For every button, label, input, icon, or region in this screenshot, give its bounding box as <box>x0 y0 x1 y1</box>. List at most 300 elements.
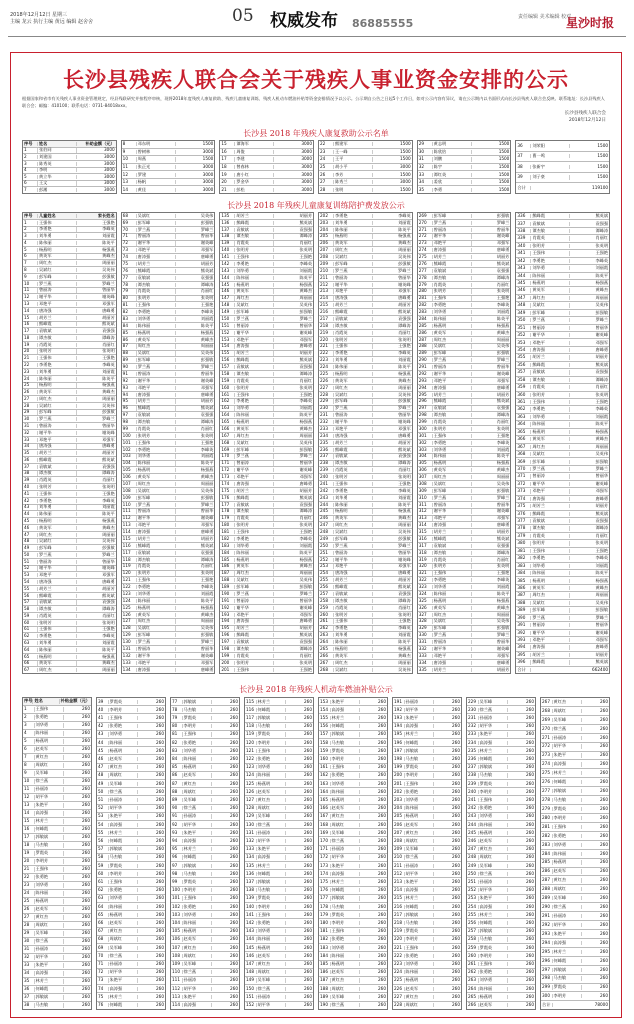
table-row <box>516 173 609 184</box>
table-row <box>23 842 91 850</box>
table-cell: 67 <box>97 929 109 933</box>
table-cell: 260 <box>304 714 312 720</box>
table-cell: 216 <box>319 310 334 314</box>
table-row <box>245 903 313 911</box>
table-cell: 胡丽芳 <box>595 651 609 657</box>
table-cell: 189 <box>220 585 235 589</box>
table-row <box>319 156 412 164</box>
table-row <box>23 181 116 188</box>
table-cell: 张勇艳 <box>109 724 138 728</box>
table-cell: 336 <box>516 214 531 218</box>
table-cell: 374 <box>516 497 531 501</box>
table-row <box>122 330 215 337</box>
table-cell: 55 <box>23 587 38 591</box>
table-row <box>319 316 412 323</box>
table-cell: 25 <box>23 383 38 387</box>
table-cell: 108 <box>122 489 137 493</box>
table-cell: 289 <box>541 896 553 900</box>
table-cell: 134 <box>122 668 137 672</box>
table-cell: 邓艳平 <box>235 613 274 617</box>
table-cell: 260 <box>304 739 312 745</box>
table-cell: 彭强敏 <box>398 260 411 266</box>
table-cell: 罗峰兰 <box>496 494 510 500</box>
table-cell: 147 <box>220 296 235 300</box>
table-cell: 299 <box>418 420 433 424</box>
table-cell: 序号 <box>24 698 33 704</box>
table-cell: 袁强强 <box>102 599 115 605</box>
table-cell: 吴军峰 <box>553 896 582 900</box>
table-cell: 张明芳 <box>137 434 176 438</box>
table-cell: 赵英军 <box>109 757 138 761</box>
table-cell: 120 <box>245 741 257 745</box>
table-cell: 260 <box>526 788 534 794</box>
table-row <box>393 739 461 747</box>
table-cell: 肖霞英 <box>235 241 274 245</box>
table-row <box>393 772 461 780</box>
table-cell: 192 <box>220 606 235 610</box>
table-cell: 张勇艳 <box>183 905 212 909</box>
table-row <box>541 894 609 903</box>
table-cell: 陈英平 <box>496 590 510 596</box>
table-cell: 谢英峰 <box>299 329 313 335</box>
table-cell: 唐涛强 <box>38 309 77 313</box>
table-cell: 347 <box>516 296 531 300</box>
table-cell: 罗兰燕 <box>334 544 373 548</box>
table-cell: 陈欣怡 <box>433 150 472 154</box>
table-cell: 233 <box>467 732 479 736</box>
table-cell: 赵英军 <box>405 823 434 827</box>
table-row <box>23 874 91 882</box>
table-cell: 260 <box>526 772 534 778</box>
table-cell: 肖霞英 <box>235 654 274 658</box>
table-row <box>245 747 313 755</box>
table-cell: 15 <box>23 819 35 823</box>
table-cell: 胡平华 <box>35 955 64 959</box>
table-row <box>319 961 387 969</box>
table-row <box>23 746 91 754</box>
table-cell: 98 <box>171 872 183 876</box>
table-row <box>245 764 313 772</box>
table-cell: 260 <box>156 928 164 934</box>
table-row <box>541 912 609 921</box>
table-row <box>393 837 461 845</box>
table-cell: 285 <box>541 860 553 864</box>
table-row <box>516 458 609 465</box>
table-row <box>220 605 313 612</box>
table-row <box>220 667 313 673</box>
table-cell: 85 <box>171 765 183 769</box>
table-row <box>245 796 313 804</box>
table-cell: 21 <box>23 867 35 871</box>
table-cell: 刘华勇 <box>257 929 286 933</box>
table-cell: 胡平华 <box>109 970 138 974</box>
table-row <box>541 868 609 877</box>
table-cell: 260 <box>304 805 312 811</box>
table-cell: 周斌红 <box>109 937 138 941</box>
table-row <box>220 426 313 433</box>
table-row <box>418 275 511 282</box>
table-cell: 260 <box>82 858 90 864</box>
table-cell: 陈英平 <box>102 239 115 245</box>
table-cell: 260 <box>452 829 460 835</box>
table-cell: 孙丽涛 <box>553 736 582 740</box>
table-cell: 260 <box>452 878 460 884</box>
table-cell: 158 <box>220 372 235 376</box>
table-cell: 126 <box>245 790 257 794</box>
table-cell: 胡芳兰 <box>334 441 373 445</box>
table-row <box>393 936 461 944</box>
table-cell: 170 <box>319 839 331 843</box>
table-cell: 朱艳平 <box>479 732 508 736</box>
table-cell: 吴军峰 <box>183 798 212 802</box>
table-cell: 173 <box>220 475 235 479</box>
table-row <box>418 316 511 323</box>
table-cell: 6 <box>23 747 35 751</box>
table-cell: 260 <box>378 772 386 778</box>
table-cell: 谢平华 <box>433 234 472 238</box>
table-cell: 260 <box>600 904 608 910</box>
table-cell: 罗兰燕 <box>433 633 472 637</box>
table-cell: 43 <box>23 505 38 509</box>
table-cell: 熊英斌 <box>200 267 214 273</box>
table-cell: 胡芳兰 <box>531 355 570 359</box>
table-row <box>467 854 535 862</box>
table-cell: 173 <box>319 864 331 868</box>
table-cell: 260 <box>230 862 238 868</box>
table-cell: 彭军峰 <box>137 496 176 500</box>
table-row <box>319 179 412 187</box>
table-row <box>516 451 609 458</box>
table-cell: 260 <box>600 707 608 713</box>
table-cell: 熊英斌 <box>200 405 214 411</box>
table-cell: 260 <box>156 854 164 860</box>
table-cell: 周丽丽 <box>299 432 313 438</box>
table-cell: 周斌红 <box>331 987 360 991</box>
table-cell: 260 <box>82 818 90 824</box>
table-row <box>541 957 609 966</box>
table-cell: 胡小平 <box>334 165 373 169</box>
table-cell: 周斌红 <box>183 790 212 794</box>
table-cell: 205 <box>319 234 334 238</box>
table-cell: 胡平华 <box>479 724 508 728</box>
table-cell: 马杰敏 <box>553 798 582 802</box>
table-cell: 223 <box>393 962 405 966</box>
table-row <box>393 870 461 878</box>
table-cell: 罗峰兰 <box>299 315 313 321</box>
table-cell: 281 <box>418 296 433 300</box>
table-cell: 肖霞英 <box>433 420 472 424</box>
table-row <box>418 536 511 543</box>
table-cell: 徐兰燕 <box>405 855 434 859</box>
table-row <box>171 723 239 731</box>
table-row <box>319 788 387 796</box>
table-row <box>23 882 91 890</box>
table-cell: 260 <box>82 922 90 928</box>
table-cell: 3000 <box>104 153 115 159</box>
table-row <box>171 977 239 985</box>
table-cell: 260 <box>526 846 534 852</box>
table-cell: 曾丽华 <box>595 622 609 628</box>
table-cell: 356 <box>516 363 531 367</box>
table-cell: 103 <box>122 454 137 458</box>
table-cell: 徐兰燕 <box>183 806 212 810</box>
table-cell: 260 <box>600 948 608 954</box>
table-cell: 谭杰敏 <box>334 461 373 465</box>
table-cell: 260 <box>304 755 312 761</box>
table-cell: 260 <box>526 878 534 884</box>
table-cell: 381 <box>516 549 531 553</box>
table-cell: 张明芳 <box>433 427 472 431</box>
table-cell: 黄英军 <box>433 606 472 610</box>
table-cell: 胡芳兰 <box>137 537 176 541</box>
table-cell: 248 <box>319 530 334 534</box>
table-cell: 郭敏斌 <box>35 835 64 839</box>
table-cell: 3000 <box>301 141 313 147</box>
table-cell: 李明芳 <box>183 888 212 892</box>
table-row <box>467 878 535 886</box>
table-row <box>245 821 313 829</box>
table-cell: 258 <box>467 937 479 941</box>
table-cell: 彭军峰 <box>38 546 77 550</box>
table-cell: 139 <box>245 896 257 900</box>
table-cell: 355 <box>516 355 531 359</box>
table-row <box>418 186 511 193</box>
table-cell: 陈英平 <box>595 570 609 576</box>
table-cell: 刘丽霞 <box>496 584 510 590</box>
table-row <box>467 788 535 796</box>
table-cell: 李勇艳 <box>531 556 570 560</box>
table-cell: 260 <box>452 887 460 893</box>
table-row <box>245 739 313 747</box>
table-cell: 黄峰杰 <box>299 425 313 431</box>
table-cell: 215 <box>319 303 334 307</box>
table-cell: 260 <box>230 739 238 745</box>
table-cell: 286 <box>541 869 553 873</box>
table-cell: 260 <box>156 805 164 811</box>
table-header-row <box>23 141 116 148</box>
table-column <box>318 212 413 674</box>
table-row <box>541 992 609 1001</box>
table-cell: 张勇艳 <box>405 954 434 958</box>
table-row <box>467 887 535 895</box>
table-cell: 黄红杰 <box>109 765 138 769</box>
table-row <box>245 977 313 985</box>
table-cell: 郭敏斌 <box>331 732 360 736</box>
table-cell: 47 <box>97 765 109 769</box>
table-row <box>245 788 313 796</box>
table-cell: 谭杰敏 <box>531 378 570 382</box>
table-cell: 吴斌红 <box>433 344 472 348</box>
table-cell: 胡芳兰 <box>334 303 373 307</box>
table-cell: 63 <box>97 896 109 900</box>
table-cell: 325 <box>418 599 433 603</box>
table-cell: 344 <box>516 274 531 278</box>
table-row <box>97 952 165 960</box>
table-cell: 260 <box>82 826 90 832</box>
table-cell: 246 <box>467 839 479 843</box>
table-row <box>97 887 165 895</box>
table-cell: 78 <box>171 708 183 712</box>
table-row <box>23 274 116 281</box>
table-cell: 128 <box>122 626 137 630</box>
table-cell: 202 <box>319 214 334 218</box>
table-cell: 112 <box>122 516 137 520</box>
table-cell: 陈英平 <box>102 511 115 517</box>
table-cell: 黄峰杰 <box>595 287 609 293</box>
table-cell: 吴军峰 <box>109 946 138 950</box>
table-cell: 吴军峰 <box>479 864 508 868</box>
table-row <box>319 837 387 845</box>
table-cell: 刘华勇 <box>433 448 472 452</box>
table-row <box>220 536 313 543</box>
table-cell: 260 <box>82 994 90 1000</box>
table-cell: 176 <box>319 888 331 892</box>
table-row <box>171 993 239 1001</box>
table-cell: 黄红杰 <box>109 929 138 933</box>
table-cell: 陈英平 <box>496 453 510 459</box>
table-cell: 肖丽红 <box>299 377 313 383</box>
table-cell: 邓强军 <box>595 339 609 345</box>
table-cell: 260 <box>82 970 90 976</box>
table-cell: 陈伟丽 <box>531 422 570 426</box>
table-cell: 袁敏斌 <box>334 317 373 321</box>
table-cell: 36 <box>516 144 531 148</box>
table-cell: 高涛强 <box>183 839 212 843</box>
table-row <box>97 936 165 944</box>
table-cell: 2 <box>23 155 38 159</box>
table-cell: 260 <box>230 755 238 761</box>
table-cell: 260 <box>600 877 608 883</box>
table-cell: 255 <box>319 578 334 582</box>
table-cell: 260 <box>156 993 164 999</box>
table-row <box>245 854 313 862</box>
table-row <box>171 698 239 706</box>
table-cell: 刘华勇 <box>109 896 138 900</box>
table-cell: 罗峰兰 <box>102 416 115 422</box>
table-cell: 陈伟丽 <box>531 274 570 278</box>
table-row <box>23 362 116 369</box>
table-cell: 杨燕明 <box>479 831 508 835</box>
table-cell: 王强艳 <box>496 432 510 438</box>
table-cell: 袁强强 <box>299 639 313 645</box>
table-cell: 张勇艳 <box>257 921 286 925</box>
table-cell: 熊峰霞 <box>334 310 373 314</box>
table-cell: 周红杰 <box>235 296 274 300</box>
table-row <box>97 698 165 706</box>
table-cell: 林芳兰 <box>553 950 582 954</box>
table-cell: 黄峰杰 <box>496 467 510 473</box>
table-cell: 372 <box>516 482 531 486</box>
table-cell: 260 <box>452 723 460 729</box>
table-cell: 260 <box>378 969 386 975</box>
table-cell: 曾丽涛 <box>235 324 274 328</box>
table-row <box>541 939 609 948</box>
table-cell: 李峰英 <box>200 584 214 590</box>
table-cell: 153 <box>319 700 331 704</box>
table-cell: 256 <box>319 585 334 589</box>
table-cell: 谭峰涛 <box>102 334 115 340</box>
table-cell: 3000 <box>202 186 214 192</box>
table-cell: 188 <box>319 987 331 991</box>
table-header-row <box>23 698 91 706</box>
table-cell: 郭敏斌 <box>257 716 286 720</box>
table-cell: 388 <box>516 601 531 605</box>
table-row <box>393 952 461 960</box>
table-cell: 李峰英 <box>595 406 609 412</box>
table-cell: 刘华勇 <box>35 723 64 727</box>
table-cell: 徐兰燕 <box>479 708 508 712</box>
table-cell: 260 <box>378 796 386 802</box>
table-row <box>516 220 609 227</box>
table-cell: 胡丽芳 <box>398 302 411 308</box>
table-cell: 王强艳 <box>398 618 411 624</box>
table-cell: 唐涛强 <box>433 386 472 390</box>
table-cell: 289 <box>418 351 433 355</box>
table-cell: 212 <box>319 283 334 287</box>
table-cell: 260 <box>452 895 460 901</box>
table-cell: 148 <box>220 303 235 307</box>
table-cell: 260 <box>526 993 534 999</box>
table-cell: 陈伟丽 <box>331 790 360 794</box>
table-cell: 朱艳平 <box>35 803 64 807</box>
table-cell: 197 <box>220 640 235 644</box>
table-cell: 刘丽霞 <box>299 405 313 411</box>
table-cell: 8 <box>23 763 35 767</box>
table-cell: 胡丽芳 <box>102 314 115 320</box>
table-cell: 48 <box>97 773 109 777</box>
table-cell: 260 <box>526 698 534 704</box>
table-cell: 204 <box>393 806 405 810</box>
table-row <box>319 371 412 378</box>
table-cell: 曹一鸣 <box>531 154 570 158</box>
table-column <box>392 697 462 1010</box>
table-row <box>541 716 609 725</box>
table-cell: 333 <box>418 654 433 658</box>
table-cell: 257 <box>467 929 479 933</box>
table-cell: 271 <box>541 736 553 740</box>
table-row <box>541 778 609 787</box>
table-cell: 171 <box>220 461 235 465</box>
table-cell: 93 <box>171 831 183 835</box>
table-row <box>319 440 412 447</box>
table-cell: 罗兰燕 <box>137 365 176 369</box>
table-cell: 86 <box>171 773 183 777</box>
table-cell: 熊峰霞 <box>38 458 77 462</box>
table-cell: 王强伟 <box>235 530 274 534</box>
table-cell: 27 <box>23 397 38 401</box>
table-row <box>23 946 91 954</box>
table-cell: 熊英斌 <box>595 659 609 665</box>
table-cell: 孙丽涛 <box>479 716 508 720</box>
table-row <box>516 258 609 265</box>
table-cell: 260 <box>304 780 312 786</box>
table-row <box>541 841 609 850</box>
table-cell: 黄英军 <box>235 427 274 431</box>
table-cell: 熊峰霞 <box>235 358 274 362</box>
table-column <box>22 697 92 1010</box>
table-row <box>418 149 511 157</box>
table-cell: 刘子豪 <box>531 175 570 179</box>
table-cell: 郭敏斌 <box>553 789 582 793</box>
table-cell: 袁强强 <box>299 364 313 370</box>
table-cell: 周斌红 <box>553 887 582 891</box>
table-row <box>122 171 215 179</box>
table-cell: 2 <box>23 227 38 231</box>
table-cell: 彭强敏 <box>200 632 214 638</box>
table-cell: 王强伟 <box>433 434 472 438</box>
table-cell: 260 <box>452 911 460 917</box>
table-cell: 234 <box>467 741 479 745</box>
